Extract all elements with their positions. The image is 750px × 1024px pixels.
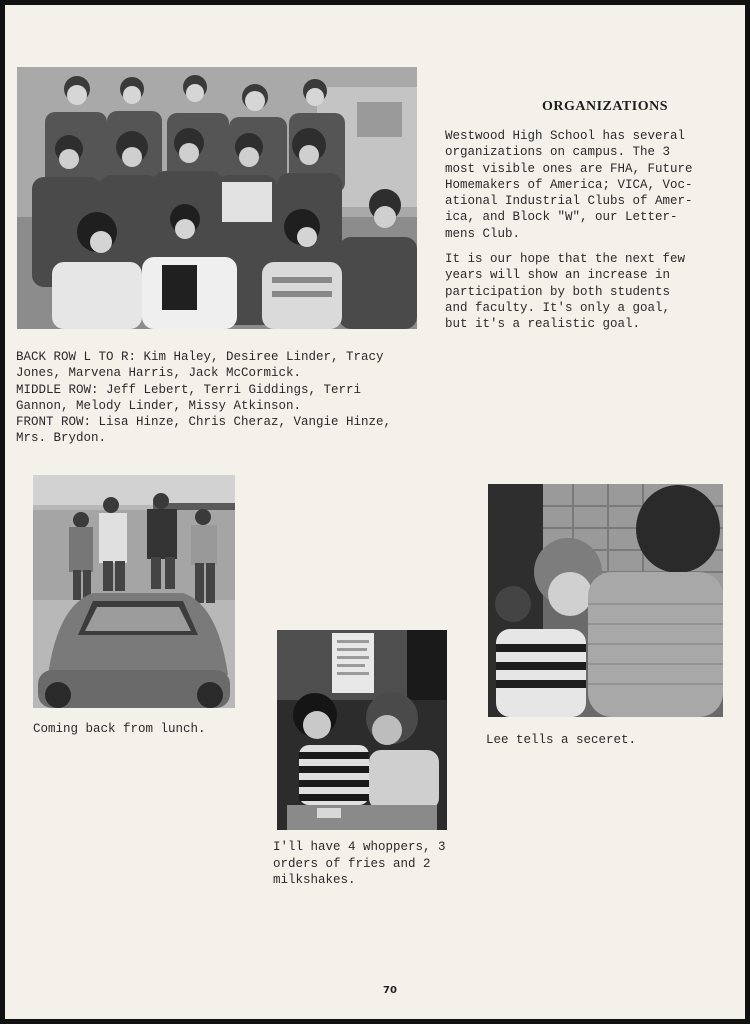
- page-number: 70: [383, 985, 397, 996]
- group-photo: [17, 67, 417, 329]
- caption-back-row: BACK ROW L TO R: Kim Haley, Desiree Linder, Tracy Jones, Marvena Harris, Jack McCormick.: [16, 350, 384, 381]
- goal-paragraph: It is our hope that the next few years will show an increase in participation by both students and faculty. It's only a goal, but it's a realistic goal.: [445, 252, 686, 332]
- secret-caption: Lee tells a seceret.: [486, 733, 637, 747]
- caption-middle-row: MIDDLE ROW: Jeff Lebert, Terri Giddings, Terri Gannon, Melody Linder, Missy Atkinson.: [16, 382, 362, 413]
- yearbook-page: [5, 5, 745, 1019]
- caption-front-row: FRONT ROW: Lisa Hinze, Chris Cheraz, Vangie Hinze, Mrs. Brydon.: [16, 415, 392, 446]
- page-title: ORGANIZATIONS: [541, 99, 669, 114]
- secret-photo: [488, 484, 723, 717]
- group-photo-caption: [16, 349, 456, 447]
- lunch-photo: [33, 475, 235, 708]
- order-caption: I'll have 4 whoppers, 3 orders of fries and 2 milkshakes.: [273, 840, 446, 887]
- order-photo: [277, 630, 447, 830]
- intro-paragraph: Westwood High School has several organizations on campus. The 3 most visible ones are FHA, Future Homemakers of America; VICA, Voc- ational Industrial Clubs of Amer- ica, and Block "W", our Letter- mens Club.: [445, 129, 693, 241]
- lunch-caption: Coming back from lunch.: [33, 722, 206, 736]
